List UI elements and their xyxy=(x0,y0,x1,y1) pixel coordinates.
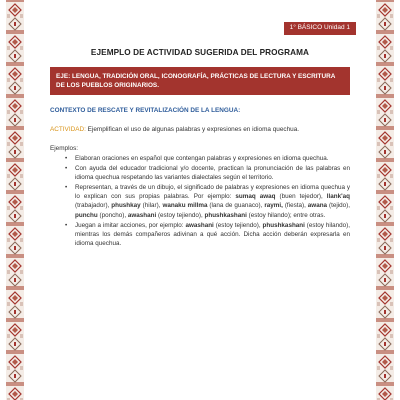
examples-label: Ejemplos: xyxy=(50,145,79,152)
quechua-term: phushkashani xyxy=(204,211,247,219)
axis-banner: EJE: LENGUA, TRADICIÓN ORAL, ICONOGRAFÍA, PRÁCTICAS DE LECTURA Y ESCRITURA DE LOS PUEBLOS ORIGINARIOS. xyxy=(50,67,350,95)
list-item: • Representan, a través de un dibujo, el significado de palabras y expresiones en idioma quechua y lo explican con sus propias palabras. Por ejemplo: sumaq awaq (buen tejedor), llank'aq (trabajador), phushkay (hilar), wanaku millma (lana de guanaco), raymi, (fiesta), awana (tejido), punchu (poncho), awashani (estoy tejiendo), phushkashani (estoy hilando); entre otras. xyxy=(65,183,351,219)
list-item: • Elaboran oraciones en español que contengan palabras y expresiones en idioma quechua. xyxy=(65,155,329,162)
activity-paragraph xyxy=(50,126,350,133)
bullet-icon: • xyxy=(65,164,68,172)
quechua-term: llank'aq xyxy=(326,193,350,201)
context-heading: CONTEXTO DE RESCATE Y REVITALIZACIÓN DE LA LENGUA: xyxy=(50,107,241,114)
bullet-icon: • xyxy=(65,155,68,162)
quechua-term: sumaq awaq xyxy=(235,193,276,201)
quechua-term: wanaku millma xyxy=(162,202,208,210)
decorative-border-right xyxy=(376,0,394,400)
quechua-term: awashani xyxy=(185,221,214,229)
examples-list xyxy=(50,154,350,248)
activity-text: Ejemplifican el uso de algunas palabras y expresiones en idioma quechua. xyxy=(85,126,300,133)
grade-unit-badge: 1° BÁSICO Unidad 1 xyxy=(284,22,356,35)
quechua-term: phushkashani xyxy=(262,221,305,229)
page-title: EJEMPLO DE ACTIVIDAD SUGERIDA DEL PROGRAMA xyxy=(90,48,310,57)
woven-pattern-left xyxy=(6,0,24,400)
quechua-term: punchu xyxy=(75,211,98,219)
woven-pattern-right xyxy=(376,0,394,400)
decorative-border-left xyxy=(6,0,24,400)
page-content xyxy=(50,48,350,249)
list-item: • Juegan a imitar acciones, por ejemplo: awashani (estoy tejiendo), phushkashani (estoy hilando), mientras los demás compañeros adivinan a qué acción. Dicha acción deberán expresarla en idioma quechua. xyxy=(65,221,350,248)
bullet-icon: • xyxy=(65,221,68,229)
quechua-term: phushkay xyxy=(111,202,141,210)
bullet-icon: • xyxy=(65,183,68,191)
quechua-term: awashani xyxy=(127,211,157,219)
quechua-term: awana xyxy=(307,202,328,210)
quechua-term: raymi, xyxy=(264,202,283,210)
list-item: • Con ayuda del educador tradicional y/o docente, practican la pronunciación de las palabras en idioma quechua respetando las variantes dialectales según el territorio. xyxy=(65,164,350,182)
activity-label: ACTIVIDAD: xyxy=(50,126,86,133)
